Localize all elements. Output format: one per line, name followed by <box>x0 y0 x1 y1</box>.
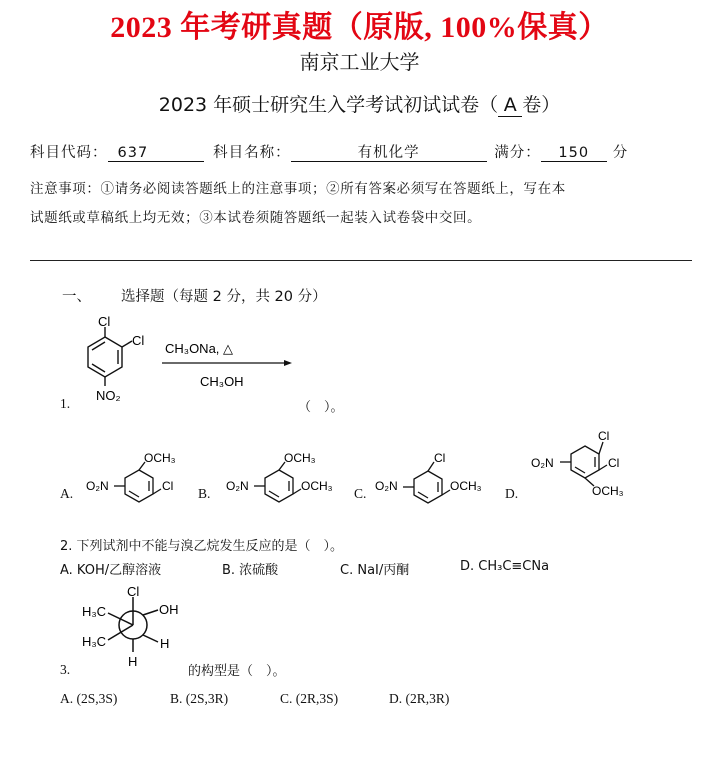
q2-option-a: A. KOH/乙醇溶液 <box>60 563 162 578</box>
q1-option-d-cl-side: Cl <box>608 456 620 470</box>
q2-option-b: B. 浓硫酸 <box>222 563 279 578</box>
q3-label-h3c-upper: H₃C <box>82 604 107 619</box>
exam-title-suffix: 卷） <box>522 94 561 116</box>
school-name: 南京工业大学 <box>299 50 420 74</box>
q1-option-a-cl: Cl <box>162 479 174 493</box>
subject-name-value: 有机化学 <box>291 146 487 162</box>
q1-option-b-och3-side: OCH₃ <box>301 479 333 493</box>
subject-code-label: 科目代码： <box>30 145 108 161</box>
q3-label-h-bottom: H <box>128 654 138 669</box>
section-title: 选择题（每题 2 分，共 20 分） <box>121 289 327 305</box>
q3-number: 3. <box>60 662 71 677</box>
q1-reagent-top: CH₃ONa, △ <box>165 341 234 356</box>
q1-option-c-o2n: O₂N <box>375 479 398 493</box>
q3-label-cl: Cl <box>127 584 140 599</box>
exam-version: A <box>498 96 522 117</box>
q3-option-d: D. (2R,3R) <box>389 691 450 706</box>
q2-option-c: C. NaI/丙酮 <box>340 563 410 578</box>
instructions-line-2: 试题纸或草稿纸上均无效；③本试卷须随答题纸一起装入试卷袋中交回。 <box>30 210 482 226</box>
q1-option-d-letter: D. <box>505 486 519 501</box>
q1-number: 1. <box>60 396 71 411</box>
q3-option-a: A. (2S,3S) <box>60 691 118 706</box>
q1-reactant-cl-side: Cl <box>132 333 145 348</box>
q1-reagent-bottom: CH₃OH <box>200 374 244 389</box>
subject-code-value: 637 <box>108 146 204 162</box>
q1-option-c-och3: OCH₃ <box>450 479 482 493</box>
q1-reactant-no2: NO₂ <box>96 388 121 403</box>
subject-name-label: 科目名称： <box>213 145 291 161</box>
q1-reactant-cl-top: Cl <box>98 314 111 329</box>
full-score-label: 满分： <box>494 145 541 161</box>
q1-option-d-cl-top: Cl <box>598 429 610 443</box>
q2-option-d: D. CH₃C≡CNa <box>460 559 550 574</box>
q3-label-h3c-lower: H₃C <box>82 634 107 649</box>
q3-stem: 的构型是（ ）。 <box>188 664 286 679</box>
instructions-line-1: 注意事项：①请务必阅读答题纸上的注意事项；②所有答案必须写在答题纸上，写在本 <box>30 181 566 197</box>
q1-option-a-letter: A. <box>60 486 74 501</box>
q1-option-b-letter: B. <box>198 486 211 501</box>
full-score-unit: 分 <box>612 145 629 161</box>
q1-option-b-o2n: O₂N <box>226 479 249 493</box>
full-score-value: 150 <box>541 146 607 162</box>
q1-option-a-o2n: O₂N <box>86 479 109 493</box>
section-number: 一、 <box>62 289 91 305</box>
q1-option-d-och3: OCH₃ <box>592 484 624 498</box>
q2-stem: 2. 下列试剂中不能与溴乙烷发生反应的是（ ）。 <box>60 539 344 554</box>
q3-label-oh: OH <box>159 602 179 617</box>
q1-option-a-och3: OCH₃ <box>144 451 176 465</box>
q1-answer-blank: （ ）。 <box>298 400 344 415</box>
q1-option-b-och3-top: OCH₃ <box>284 451 316 465</box>
q1-option-c-letter: C. <box>354 486 367 501</box>
q1-option-d-o2n: O₂N <box>531 456 554 470</box>
q3-option-b: B. (2S,3R) <box>170 691 229 706</box>
q1-option-c-cl: Cl <box>434 451 446 465</box>
banner-title: 2023 年考研真题（原版, 100%保真） <box>110 11 609 44</box>
q3-label-h-right: H <box>160 636 170 651</box>
q3-option-c: C. (2R,3S) <box>280 691 339 706</box>
exam-title-prefix: 2023 年硕士研究生入学考试初试试卷（ <box>158 94 499 116</box>
